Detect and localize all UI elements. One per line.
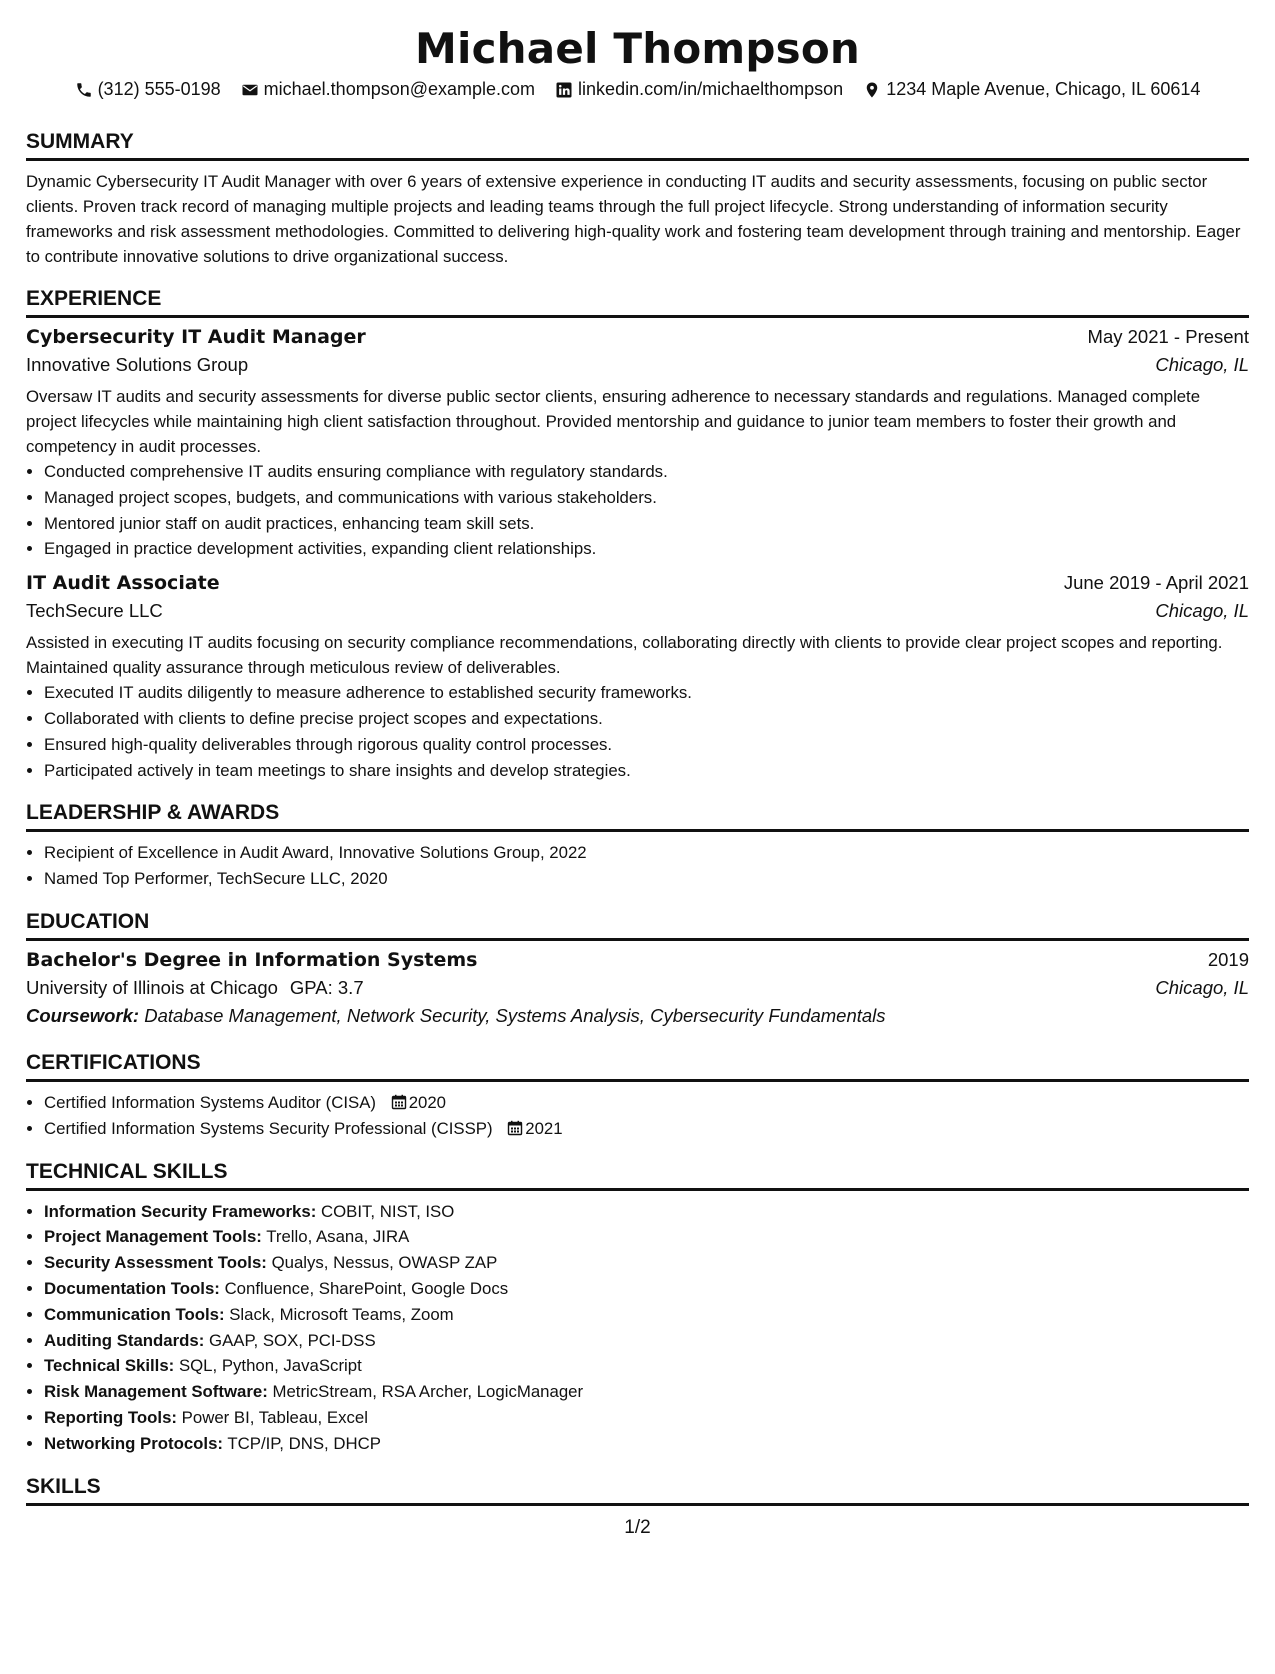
calendar-icon <box>391 1094 407 1110</box>
technical-skills-section <box>26 1160 1249 1457</box>
skill-value: GAAP, SOX, PCI-DSS <box>209 1330 376 1350</box>
job-dates: June 2019 - April 2021 <box>1063 572 1249 594</box>
list-item: • Named Top Performer, TechSecure LLC, 2020 <box>44 866 1249 892</box>
degree: Bachelor's Degree in Information Systems <box>26 948 478 971</box>
list-item <box>44 1431 1249 1457</box>
phone-text: (312) 555-0198 <box>97 79 221 99</box>
summary-text: Dynamic Cybersecurity IT Audit Manager with over 6 years of extensive experience in conducting IT audits and security assessments, focusing on public sector clients. Proven track record of managing multiple projects and leading teams through the full project lifecycle. Strong understanding of information security frameworks and risk assessment methodologies. Committed to delivering high-quality work and fostering team development through training and mentorship. Eager to contribute innovative solutions to drive organizational success. <box>26 172 1241 266</box>
list-item: • Collaborated with clients to define precise project scopes and expectations. <box>44 706 1249 732</box>
skills-section <box>26 1475 1249 1506</box>
skill-value: MetricStream, RSA Archer, LogicManager <box>272 1382 584 1402</box>
cert-name: Certified Information Systems Auditor (CISA) <box>44 1092 377 1112</box>
list-item: • Ensured high-quality deliverables through rigorous quality control processes. <box>44 732 1249 758</box>
list-item <box>44 1224 1249 1250</box>
skill-value: Confluence, SharePoint, Google Docs <box>224 1278 509 1298</box>
skill-label: Communication Tools: <box>44 1304 225 1324</box>
skill-value: COBIT, NIST, ISO <box>320 1201 455 1221</box>
skill-label: Technical Skills: <box>44 1356 175 1376</box>
job-title: Cybersecurity IT Audit Manager <box>26 326 366 348</box>
skill-label: Documentation Tools: <box>44 1278 220 1298</box>
coursework-label: Coursework: <box>26 1004 140 1026</box>
contact-address <box>863 79 1200 100</box>
skill-label: Auditing Standards: <box>44 1330 205 1350</box>
job-description: Assisted in executing IT audits focusing on security compliance recommendations, collaborating directly with clients to provide clear project scopes and reporting. Maintained quality assurance through meticulous review of deliverables. <box>26 633 1223 678</box>
linkedin-text: linkedin.com/in/michaelthompson <box>578 79 844 99</box>
list-item <box>44 1276 1249 1302</box>
cert-year: 2020 <box>408 1092 447 1112</box>
skill-value: SQL, Python, JavaScript <box>178 1356 362 1376</box>
certifications-list <box>26 1090 1249 1142</box>
section-title-summary: SUMMARY <box>26 130 1249 161</box>
envelope-icon <box>241 81 259 99</box>
email-text: michael.thompson@example.com <box>263 79 536 99</box>
job-company: TechSecure LLC <box>26 600 163 622</box>
leadership-section <box>26 801 1249 892</box>
skill-label: Project Management Tools: <box>44 1227 262 1247</box>
skill-value: Qualys, Nessus, OWASP ZAP <box>271 1253 498 1273</box>
list-item <box>44 1250 1249 1276</box>
summary-section <box>26 130 1249 269</box>
list-item: • Recipient of Excellence in Audit Award, Innovative Solutions Group, 2022 <box>44 840 1249 866</box>
technical-skills-list <box>26 1199 1249 1457</box>
job-description: Oversaw IT audits and security assessments for diverse public sector clients, ensuring adherence to necessary standards and regulations. Managed complete project lifecycles while maintaining high client satisfaction throughout. Provided mentorship and guidance to junior team members to foster their growth and competency in audit processes. <box>26 387 1201 456</box>
gpa: GPA: 3.7 <box>289 976 364 998</box>
school: University of Illinois at Chicago <box>26 976 278 998</box>
list-item: • Executed IT audits diligently to measure adherence to established security frameworks. <box>44 680 1249 706</box>
leadership-list <box>26 840 1249 892</box>
job-bullets <box>26 459 1249 562</box>
job-title: IT Audit Associate <box>26 572 220 595</box>
section-title-leadership: LEADERSHIP & AWARDS <box>26 801 1249 832</box>
job-entry <box>26 572 1249 783</box>
list-item <box>44 1353 1249 1379</box>
list-item <box>44 1328 1249 1354</box>
page-number: 1/2 <box>624 1517 651 1538</box>
skill-value: Power BI, Tableau, Excel <box>181 1407 368 1427</box>
map-marker-icon <box>863 81 881 99</box>
contact-linkedin[interactable] <box>555 79 843 100</box>
job-dates: May 2021 - Present <box>1087 326 1249 347</box>
section-title-certifications: CERTIFICATIONS <box>26 1051 1249 1082</box>
job-company: Innovative Solutions Group <box>26 354 249 375</box>
job-location: Chicago, IL <box>1155 354 1249 375</box>
contact-row <box>26 79 1249 100</box>
experience-section <box>26 287 1249 783</box>
education-section <box>26 910 1249 1027</box>
skill-label: Networking Protocols: <box>44 1433 224 1453</box>
section-title-experience: EXPERIENCE <box>26 287 1249 318</box>
skill-value: Slack, Microsoft Teams, Zoom <box>229 1304 454 1324</box>
list-item <box>44 1405 1249 1431</box>
list-item <box>44 1090 1249 1116</box>
calendar-icon <box>507 1120 523 1136</box>
coursework-list: Database Management, Network Security, Systems Analysis, Cybersecurity Fundamentals <box>144 1004 886 1026</box>
certifications-section <box>26 1051 1249 1142</box>
list-item: • Mentored junior staff on audit practices, enhancing team skill sets. <box>44 511 1249 537</box>
phone-icon <box>75 81 93 99</box>
skill-label: Risk Management Software: <box>44 1382 268 1402</box>
section-title-skills: SKILLS <box>26 1475 1249 1506</box>
cert-year: 2021 <box>525 1118 563 1138</box>
list-item: • Engaged in practice development activities, expanding client relationships. <box>44 536 1249 562</box>
list-item: • Participated actively in team meetings to share insights and develop strategies. <box>44 758 1249 784</box>
address-text: 1234 Maple Avenue, Chicago, IL 60614 <box>886 79 1201 99</box>
education-location: Chicago, IL <box>1155 976 1249 998</box>
list-item <box>44 1379 1249 1405</box>
list-item <box>44 1302 1249 1328</box>
cert-name: Certified Information Systems Security Professional (CISSP) <box>44 1118 493 1138</box>
list-item: • Conducted comprehensive IT audits ensuring compliance with regulatory standards. <box>44 459 1249 485</box>
skill-label: Information Security Frameworks: <box>44 1201 317 1221</box>
job-bullets <box>26 680 1249 783</box>
candidate-name: Michael Thompson <box>414 24 861 73</box>
section-title-education: EDUCATION <box>26 910 1249 941</box>
list-item <box>44 1199 1249 1225</box>
skill-value: Trello, Asana, JIRA <box>266 1227 410 1247</box>
job-entry <box>26 326 1249 562</box>
list-item <box>44 1116 1249 1142</box>
skill-value: TCP/IP, DNS, DHCP <box>227 1433 381 1453</box>
coursework <box>26 1005 1249 1027</box>
skill-label: Security Assessment Tools: <box>44 1253 267 1273</box>
skill-label: Reporting Tools: <box>44 1407 177 1427</box>
section-title-technical-skills: TECHNICAL SKILLS <box>26 1160 1249 1191</box>
job-location: Chicago, IL <box>1155 600 1249 622</box>
linkedin-icon <box>555 81 573 99</box>
contact-email[interactable] <box>241 79 535 100</box>
resume-page <box>0 24 1275 1506</box>
list-item: • Managed project scopes, budgets, and communications with various stakeholders. <box>44 485 1249 511</box>
contact-phone <box>75 79 221 100</box>
graduation-year: 2019 <box>1207 948 1249 970</box>
